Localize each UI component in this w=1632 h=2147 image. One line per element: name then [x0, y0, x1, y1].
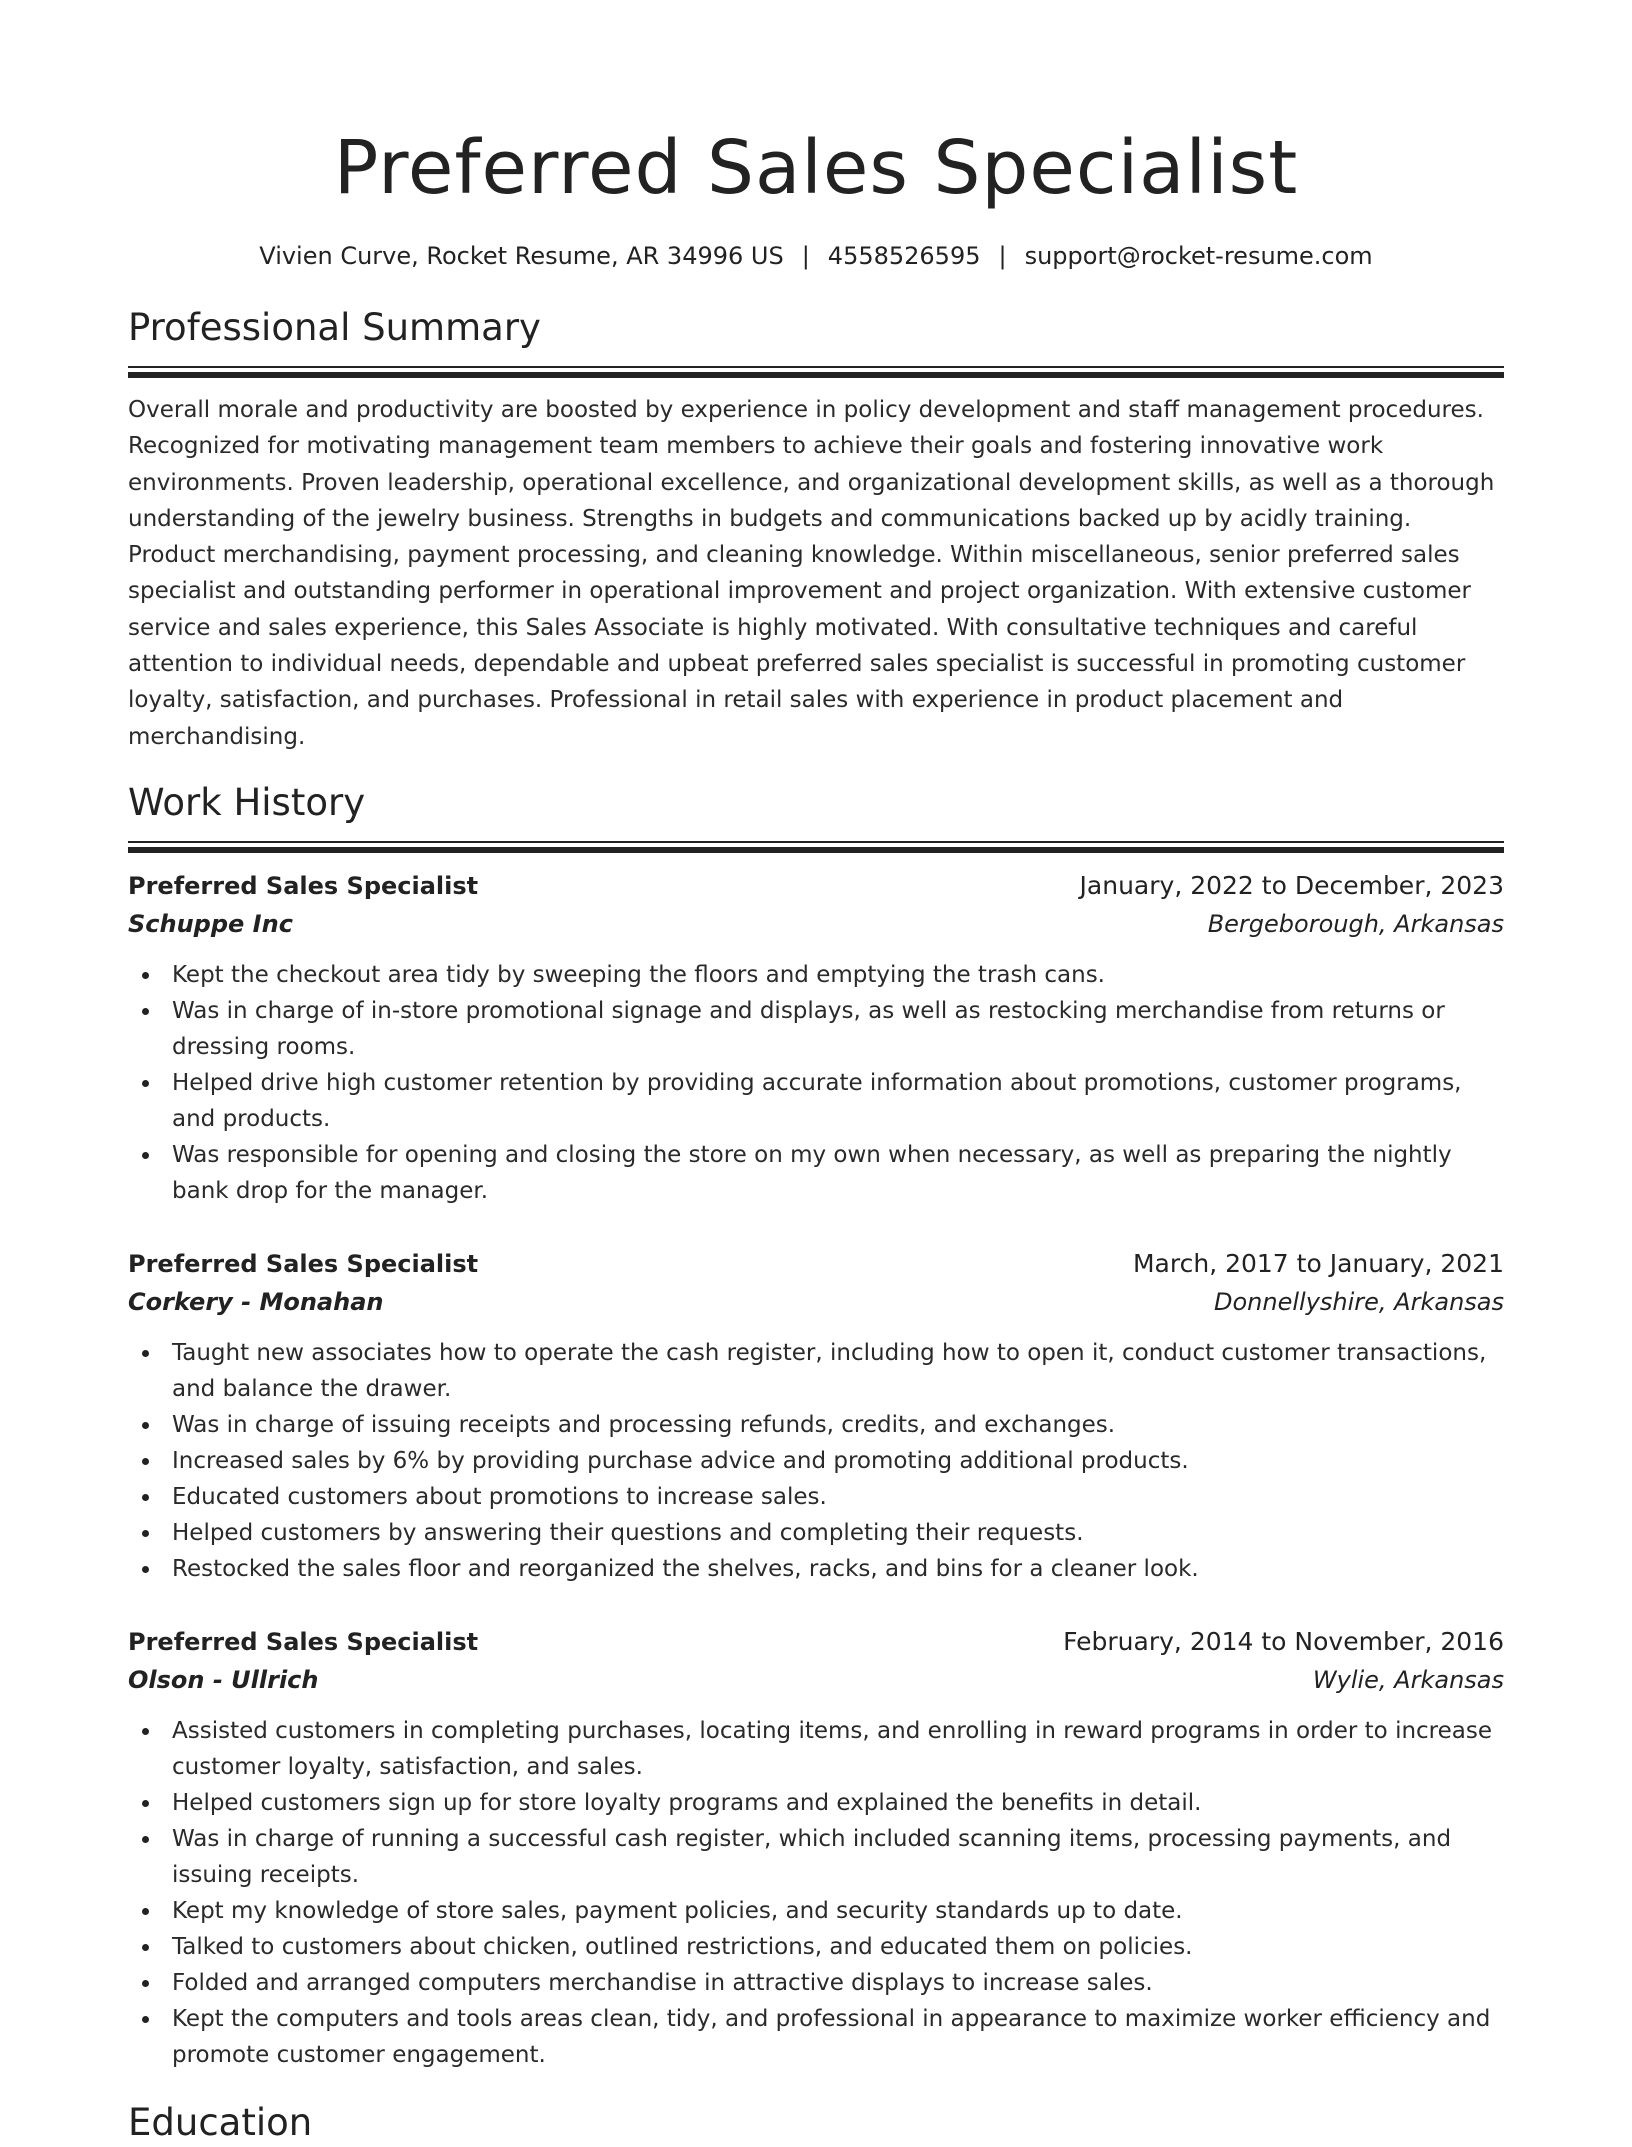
bullet-item: Restocked the sales floor and reorganized the shelves, racks, and bins for a cleaner look.	[128, 1551, 1504, 1587]
contact-line	[128, 240, 1504, 272]
job-title: Preferred Sales Specialist	[128, 1249, 479, 1278]
job-bullets	[128, 1335, 1504, 1587]
bullet-item: Kept my knowledge of store sales, payment policies, and security standards up to date.	[128, 1893, 1504, 1929]
professional-summary-section	[128, 304, 1504, 755]
contact-phone: 4558526595	[827, 242, 981, 270]
bullet-item: Was in charge of in-store promotional signage and displays, as well as restocking merchandise from returns or dressing rooms.	[128, 993, 1504, 1065]
job-dates: March, 2017 to January, 2021	[1132, 1248, 1504, 1278]
job-title: Preferred Sales Specialist	[128, 871, 479, 900]
section-title-education: Education	[128, 2100, 313, 2144]
section-divider	[128, 841, 1504, 853]
bullet-item: Increased sales by 6% by providing purchase advice and promoting additional products.	[128, 1443, 1504, 1479]
bullet-item: Was in charge of issuing receipts and processing refunds, credits, and exchanges.	[128, 1407, 1504, 1443]
job-location: Bergeborough, Arkansas	[1207, 909, 1504, 938]
job-title: Preferred Sales Specialist	[128, 1627, 479, 1656]
contact-email: support@rocket-resume.com	[1024, 242, 1373, 270]
bullet-item: Kept the checkout area tidy by sweeping the floors and emptying the trash cans.	[128, 957, 1504, 993]
job-bullets	[128, 957, 1504, 1209]
job-entry	[128, 867, 1504, 1209]
bullet-item: Taught new associates how to operate the cash register, including how to open it, conduct customer transactions, and balance the drawer.	[128, 1335, 1504, 1407]
bullet-item: Assisted customers in completing purchases, locating items, and enrolling in reward programs in order to increase customer loyalty, satisfaction, and sales.	[128, 1713, 1504, 1785]
contact-address: Vivien Curve, Rocket Resume, AR 34996 US	[259, 242, 784, 270]
job-entry	[128, 1623, 1504, 2073]
bullet-item: Helped drive high customer retention by providing accurate information about promotions, customer programs, and products.	[128, 1065, 1504, 1137]
work-history-section	[128, 779, 1504, 2073]
summary-text: Overall morale and productivity are boosted by experience in policy development and staff management procedures. Recognized for motivating management team members to achieve their goals and fostering innovative work environments. Proven leadership, operational excellence, and organizational development skills, as well as a thorough understanding of the jewelry business. Strengths in budgets and communications backed up by acidly training. Product merchandising, payment processing, and cleaning knowledge. Within miscellaneous, senior preferred sales specialist and outstanding performer in operational improvement and project organization. With extensive customer service and sales experience, this Sales Associate is highly motivated. With consultative techniques and careful attention to individual needs, dependable and upbeat preferred sales specialist is successful in promoting customer loyalty, satisfaction, and purchases. Professional in retail sales with experience in product placement and merchandising.	[128, 397, 1495, 750]
bullet-item: Helped customers by answering their questions and completing their requests.	[128, 1515, 1504, 1551]
resume-page	[128, 0, 1504, 2147]
education-section	[128, 2099, 1504, 2147]
bullet-item: Talked to customers about chicken, outlined restrictions, and educated them on policies.	[128, 1929, 1504, 1965]
job-dates: February, 2014 to November, 2016	[1063, 1626, 1504, 1656]
contact-separator: |	[998, 242, 1007, 270]
job-bullets	[128, 1713, 1504, 2073]
section-title-summary: Professional Summary	[128, 306, 541, 349]
job-location: Wylie, Arkansas	[1312, 1665, 1504, 1694]
resume-name: Preferred Sales Specialist	[333, 125, 1299, 211]
section-title-work-history: Work History	[128, 780, 366, 824]
bullet-item: Folded and arranged computers merchandise in attractive displays to increase sales.	[128, 1965, 1504, 2001]
bullet-item: Educated customers about promotions to increase sales.	[128, 1479, 1504, 1515]
job-entry	[128, 1245, 1504, 1587]
contact-separator: |	[801, 242, 810, 270]
section-divider	[128, 366, 1504, 378]
job-location: Donnellyshire, Arkansas	[1214, 1287, 1504, 1316]
bullet-item: Was in charge of running a successful cash register, which included scanning items, processing payments, and issuing receipts.	[128, 1821, 1504, 1893]
job-dates: January, 2022 to December, 2023	[1079, 870, 1504, 900]
job-company: Olson - Ullrich	[128, 1665, 319, 1694]
job-company: Corkery - Monahan	[128, 1287, 384, 1316]
bullet-item: Kept the computers and tools areas clean, tidy, and professional in appearance to maximize worker efficiency and promote customer engagement.	[128, 2001, 1504, 2073]
job-company: Schuppe Inc	[128, 909, 293, 938]
bullet-item: Was responsible for opening and closing the store on my own when necessary, as well as preparing the nightly bank drop for the manager.	[128, 1137, 1504, 1209]
bullet-item: Helped customers sign up for store loyalty programs and explained the benefits in detail.	[128, 1785, 1504, 1821]
